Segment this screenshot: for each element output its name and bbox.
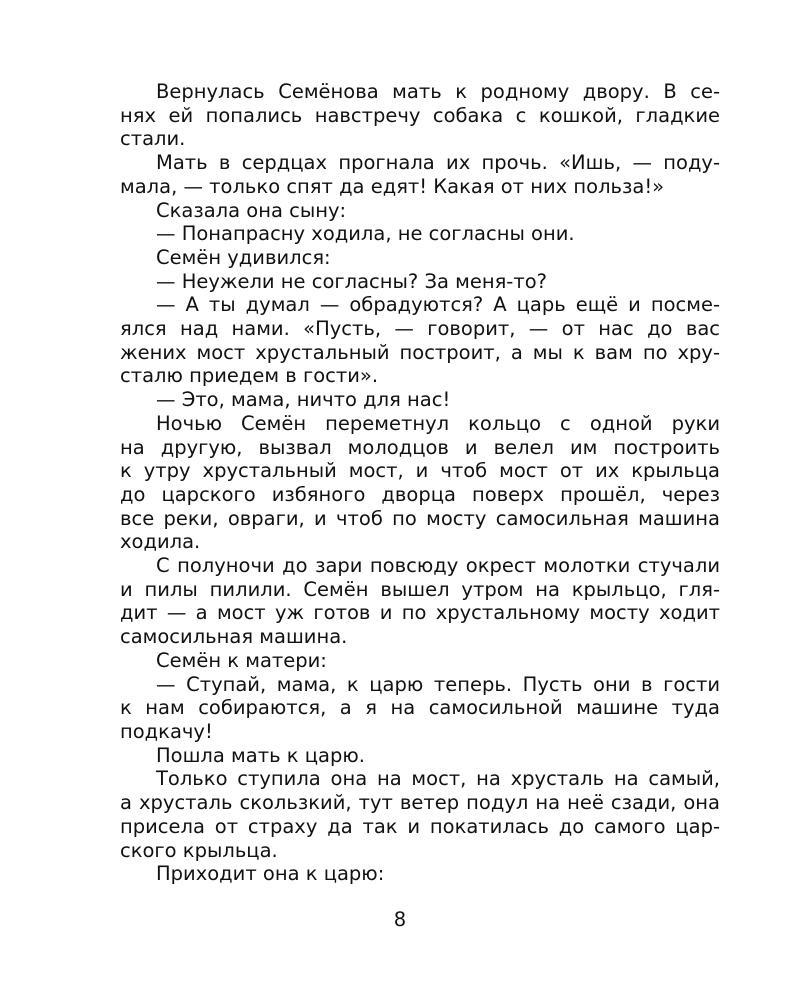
- text-line: присела от страху да так и покатилась до самого цар-: [120, 814, 720, 838]
- page-number: 8: [393, 908, 407, 931]
- text-line: мала, — только спят да едят! Какая от них польза!»: [120, 174, 665, 198]
- text-line: а хрусталь скользкий, тут ветер подул на неё сзади, она: [120, 791, 720, 815]
- text-line: Сказала она сыну:: [156, 198, 347, 222]
- text-line: все реки, овраги, и чтоб по мосту самосильная машина: [120, 506, 720, 530]
- text-line: к утру хрустальный мост, и чтоб мост от их крыльца: [120, 459, 720, 483]
- text-line: Семён удивился:: [156, 245, 331, 269]
- text-line: Ночью Семён переметнул кольцо с одной руки: [156, 411, 720, 435]
- text-line: и пилы пилили. Семён вышел утром на крыльцо, гля-: [120, 577, 720, 601]
- text-line: Приходит она к царю:: [156, 862, 385, 886]
- text-line: Семён к матери:: [156, 648, 327, 672]
- text-line: Вернулась Семёнова мать к родному двору. В се-: [156, 80, 720, 103]
- text-line: самосильная машина.: [120, 625, 348, 649]
- text-line: — Понапрасну ходила, не согласны они.: [156, 222, 575, 246]
- text-line: — Неужели не согласны? За меня-то?: [156, 269, 547, 293]
- text-line: Только ступила она на мост, на хрусталь на самый,: [156, 767, 720, 791]
- text-line: жених мост хрустальный построит, а мы к вам по хру-: [120, 340, 720, 364]
- text-line: — Это, мама, ничто для нас!: [156, 388, 451, 412]
- text-line: к нам собираются, а я на самосильной машине туда: [120, 696, 720, 720]
- text-line: — Ступай, мама, к царю теперь. Пусть они в гости: [156, 672, 720, 696]
- text-line: ходила.: [120, 530, 201, 554]
- text-line: — А ты думал — обрадуются? А царь ещё и посме-: [156, 293, 720, 317]
- text-line: на другую, вызвал молодцов и велел им построить: [120, 435, 720, 459]
- text-line: нях ей попались навстречу собака с кошкой, гладкие: [120, 103, 720, 127]
- text-line: Мать в сердцах прогнала их прочь. «Ишь, — поду-: [156, 151, 720, 175]
- text-line: подкачу!: [120, 719, 213, 743]
- text-line: сталю приедем в гости».: [120, 364, 379, 388]
- text-line: стали.: [120, 127, 186, 151]
- text-line: ского крыльца.: [120, 838, 278, 862]
- page-body: [120, 80, 720, 886]
- text-line: до царского избяного дворца поверх прошёл, через: [120, 482, 720, 506]
- text-line: С полуночи до зари повсюду окрест молотки стучали: [156, 554, 720, 578]
- text-line: Пошла мать к царю.: [156, 743, 365, 767]
- text-line: дит — а мост уж готов и по хрустальному мосту ходит: [120, 601, 720, 625]
- text-line: ялся над нами. «Пусть, — говорит, — от нас до вас: [120, 317, 720, 341]
